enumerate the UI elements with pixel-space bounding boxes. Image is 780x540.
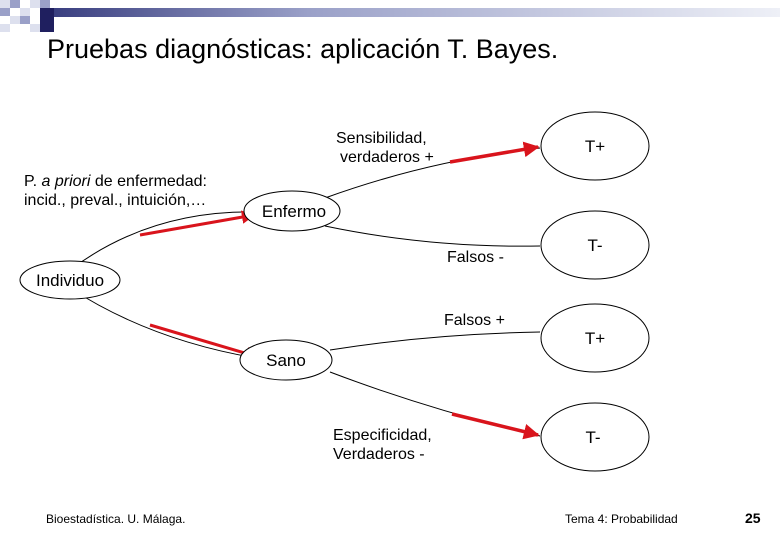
arrow-sensitivity <box>450 147 538 162</box>
specificity-label <box>333 426 432 464</box>
node-t-neg-2-label: T- <box>585 428 601 447</box>
arrow-root-sano <box>150 325 258 357</box>
node-sano-label: Sano <box>266 351 306 370</box>
node-t-pos-2-label: T+ <box>584 329 606 348</box>
false-negative-label: Falsos - <box>447 249 504 266</box>
footer-left: Bioestadística. U. Málaga. <box>46 512 186 526</box>
node-t-pos-1-label: T+ <box>584 137 606 156</box>
sensitivity-label-line1: Sensibilidad, <box>336 130 427 147</box>
node-individuo-label: Individuo <box>35 271 105 290</box>
page-number: 25 <box>745 510 761 526</box>
node-t-neg-1-label: T- <box>587 236 603 255</box>
prior-label-italic: a priori <box>41 173 91 190</box>
edge-enfermo-tneg <box>325 226 540 246</box>
false-positive-label: Falsos + <box>444 312 505 329</box>
slide-title: Pruebas diagnósticas: aplicación T. Bayes. <box>47 34 559 64</box>
sensitivity-label <box>336 129 434 167</box>
edge-sano-tpos <box>330 332 540 350</box>
sensitivity-label-line2: verdaderos + <box>340 149 434 166</box>
prior-label <box>24 172 207 210</box>
arrow-specificity <box>452 414 538 435</box>
specificity-label-line2: Verdaderos - <box>333 446 425 463</box>
specificity-label-line1: Especificidad, <box>333 427 432 444</box>
prior-label-suffix: de enfermedad: <box>90 173 207 190</box>
footer-right: Tema 4: Probabilidad <box>565 512 678 526</box>
prior-label-line2: incid., preval., intuición,… <box>24 192 207 209</box>
node-enfermo-label: Enfermo <box>261 202 327 221</box>
prior-label-prefix: P. <box>24 173 42 190</box>
